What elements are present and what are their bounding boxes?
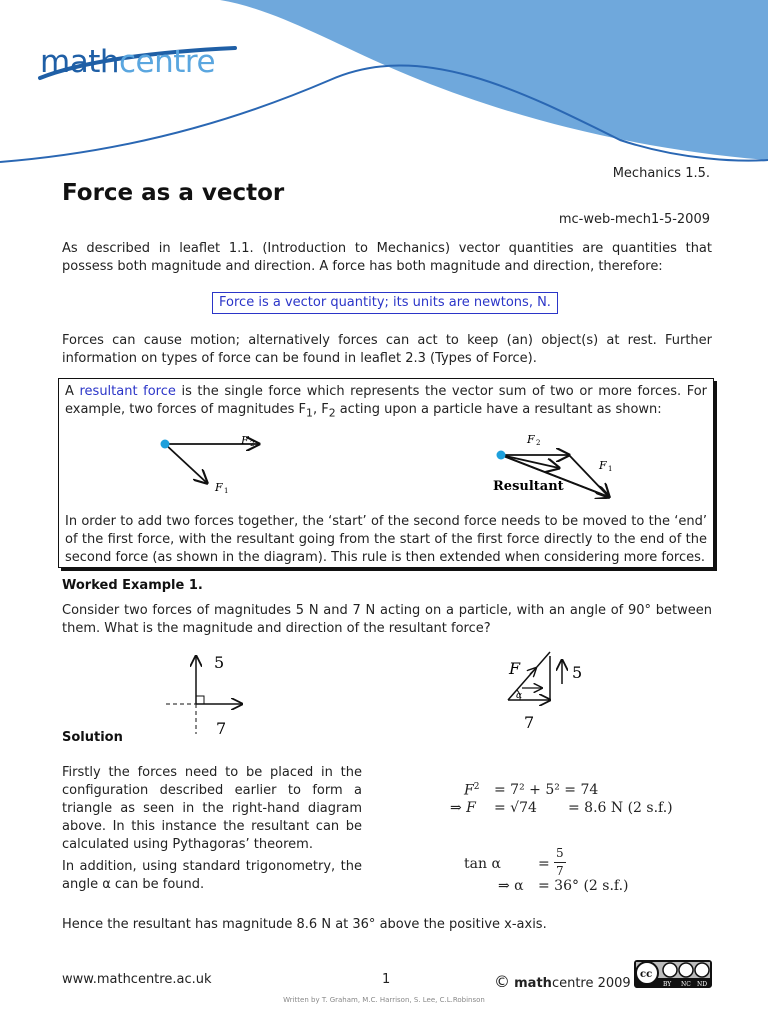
conclusion: Hence the resultant has magnitude 8.6 N at 36° above the positive x-axis. [62,917,547,932]
cc-icon: cc [640,969,653,980]
label-resultant: Resultant [493,479,564,494]
brand-rest: centre 2009 [551,976,631,991]
label-f2-sub: 2 [250,440,255,448]
def-text-b: is the single force which represents the vector sum of two or more forces. For example, two forces of magnitudes F [65,384,708,417]
forces-paragraph: Forces can cause motion; alternatively forces can act to keep (an) object(s) at rest. Further information on types of force can be found in leaflet 2.3 (Types of Force). [62,333,712,366]
eq4-lhs: ⇒ α [498,878,524,894]
label-seven: 7 [216,719,227,738]
label-f2-r-sub: 2 [536,439,541,447]
def-sub-1: 1 [306,406,313,420]
solution-heading: Solution [62,730,123,745]
label-five: 5 [214,653,225,672]
logo-part-math: math [40,44,119,80]
addition-rule-paragraph: In order to add two forces together, the ‘start’ of the second force needs to be moved to the ‘end’ of the first force, with the resultant going from the start of the first force directly to the end of the second force (as shown in the diagram). This rule is then extended when considering more forces. [65,514,707,565]
by-label: BY [663,981,672,988]
label-f2-r: F [527,433,535,446]
eq2-lhs: ⇒ F [450,800,476,816]
copyright-icon: © [494,972,510,991]
key-statement-box: Force is a vector quantity; its units are newtons, N. [212,292,558,314]
def-sub-2: 2 [328,406,336,420]
page-title: Force as a vector [62,180,285,206]
force-triangle-diagram [500,648,600,738]
leaflet-code: mc-web-mech1-5-2009 [558,212,710,227]
solution-text-1: Firstly the forces need to be placed in the configuration described earlier to form a triangle as seen in the right-hand diagram above. In this instance the resultant can be calculated using Pythagoras’ theorem. [62,765,362,852]
eq1-rhs: = 7² + 5² = 74 [494,782,599,798]
example-question: Consider two forces of magnitudes 5 N and 7 N acting on a particle, with an angle of 90° between them. What is the magnitude and direction of the resultant force? [62,603,712,636]
logo-part-centre: centre [119,44,216,80]
footer-url[interactable]: www.mathcentre.ac.uk [62,972,212,987]
label-alpha: α [516,691,523,701]
page-number: 1 [382,972,391,987]
creative-commons-badge [634,960,712,988]
def-text-f: acting upon a particle have a resultant as shown: [335,402,662,417]
eq3-lhs: tan α [464,856,501,872]
worked-example-heading: Worked Example 1. [62,578,203,593]
label-f1-r-sub: 1 [608,465,613,473]
mathcentre-logo [40,44,215,80]
brand-bold: math [514,976,552,991]
author-credit: Written by T. Graham, M.C. Harrison, S. Lee, C.L.Robinson [283,996,485,1004]
label-seven-t: 7 [524,713,535,732]
header-wave [0,0,768,175]
nc-label: NC [681,981,691,988]
label-f2: F [241,434,249,447]
def-text-d: , F [312,402,329,417]
intro-paragraph: As described in leaflet 1.1. (Introduction to Mechanics) vector quantities are quantities that possess both magnitude and direction. A force has both magnitude and direction, therefore: [62,241,712,274]
nd-label: ND [697,981,708,988]
resultant-force-link[interactable]: resultant force [79,384,176,399]
force-diagrams [59,419,713,499]
two-forces-diagram [161,434,260,495]
eq3-numerator: 5 [556,846,564,860]
label-F: F [509,659,521,678]
footer-copyright [494,972,631,991]
resultant-diagram [493,433,612,497]
label-f1: F [215,481,223,494]
label-f1-r: F [599,459,607,472]
eq2-rhs: = 8.6 N (2 s.f.) [568,800,673,816]
label-f1-sub: 1 [224,487,229,495]
fraction-bar [554,862,566,863]
perpendicular-forces-diagram [150,648,280,738]
def-text-a: A [65,384,80,399]
solution-text-2: In addition, using standard trigonometry, the angle α can be found. [62,859,362,892]
eq2-mid: = √74 [494,800,537,816]
eq4-rhs: = 36° (2 s.f.) [538,878,629,894]
label-five-t: 5 [572,663,583,682]
resultant-definition [65,383,707,423]
eq1-lhs: $F^2$ [464,782,480,799]
eq3-eq: = [538,856,550,872]
eq3-denominator: 7 [556,864,564,878]
resultant-force-panel [58,378,714,568]
leaflet-ref: Mechanics 1.5. [612,166,710,181]
